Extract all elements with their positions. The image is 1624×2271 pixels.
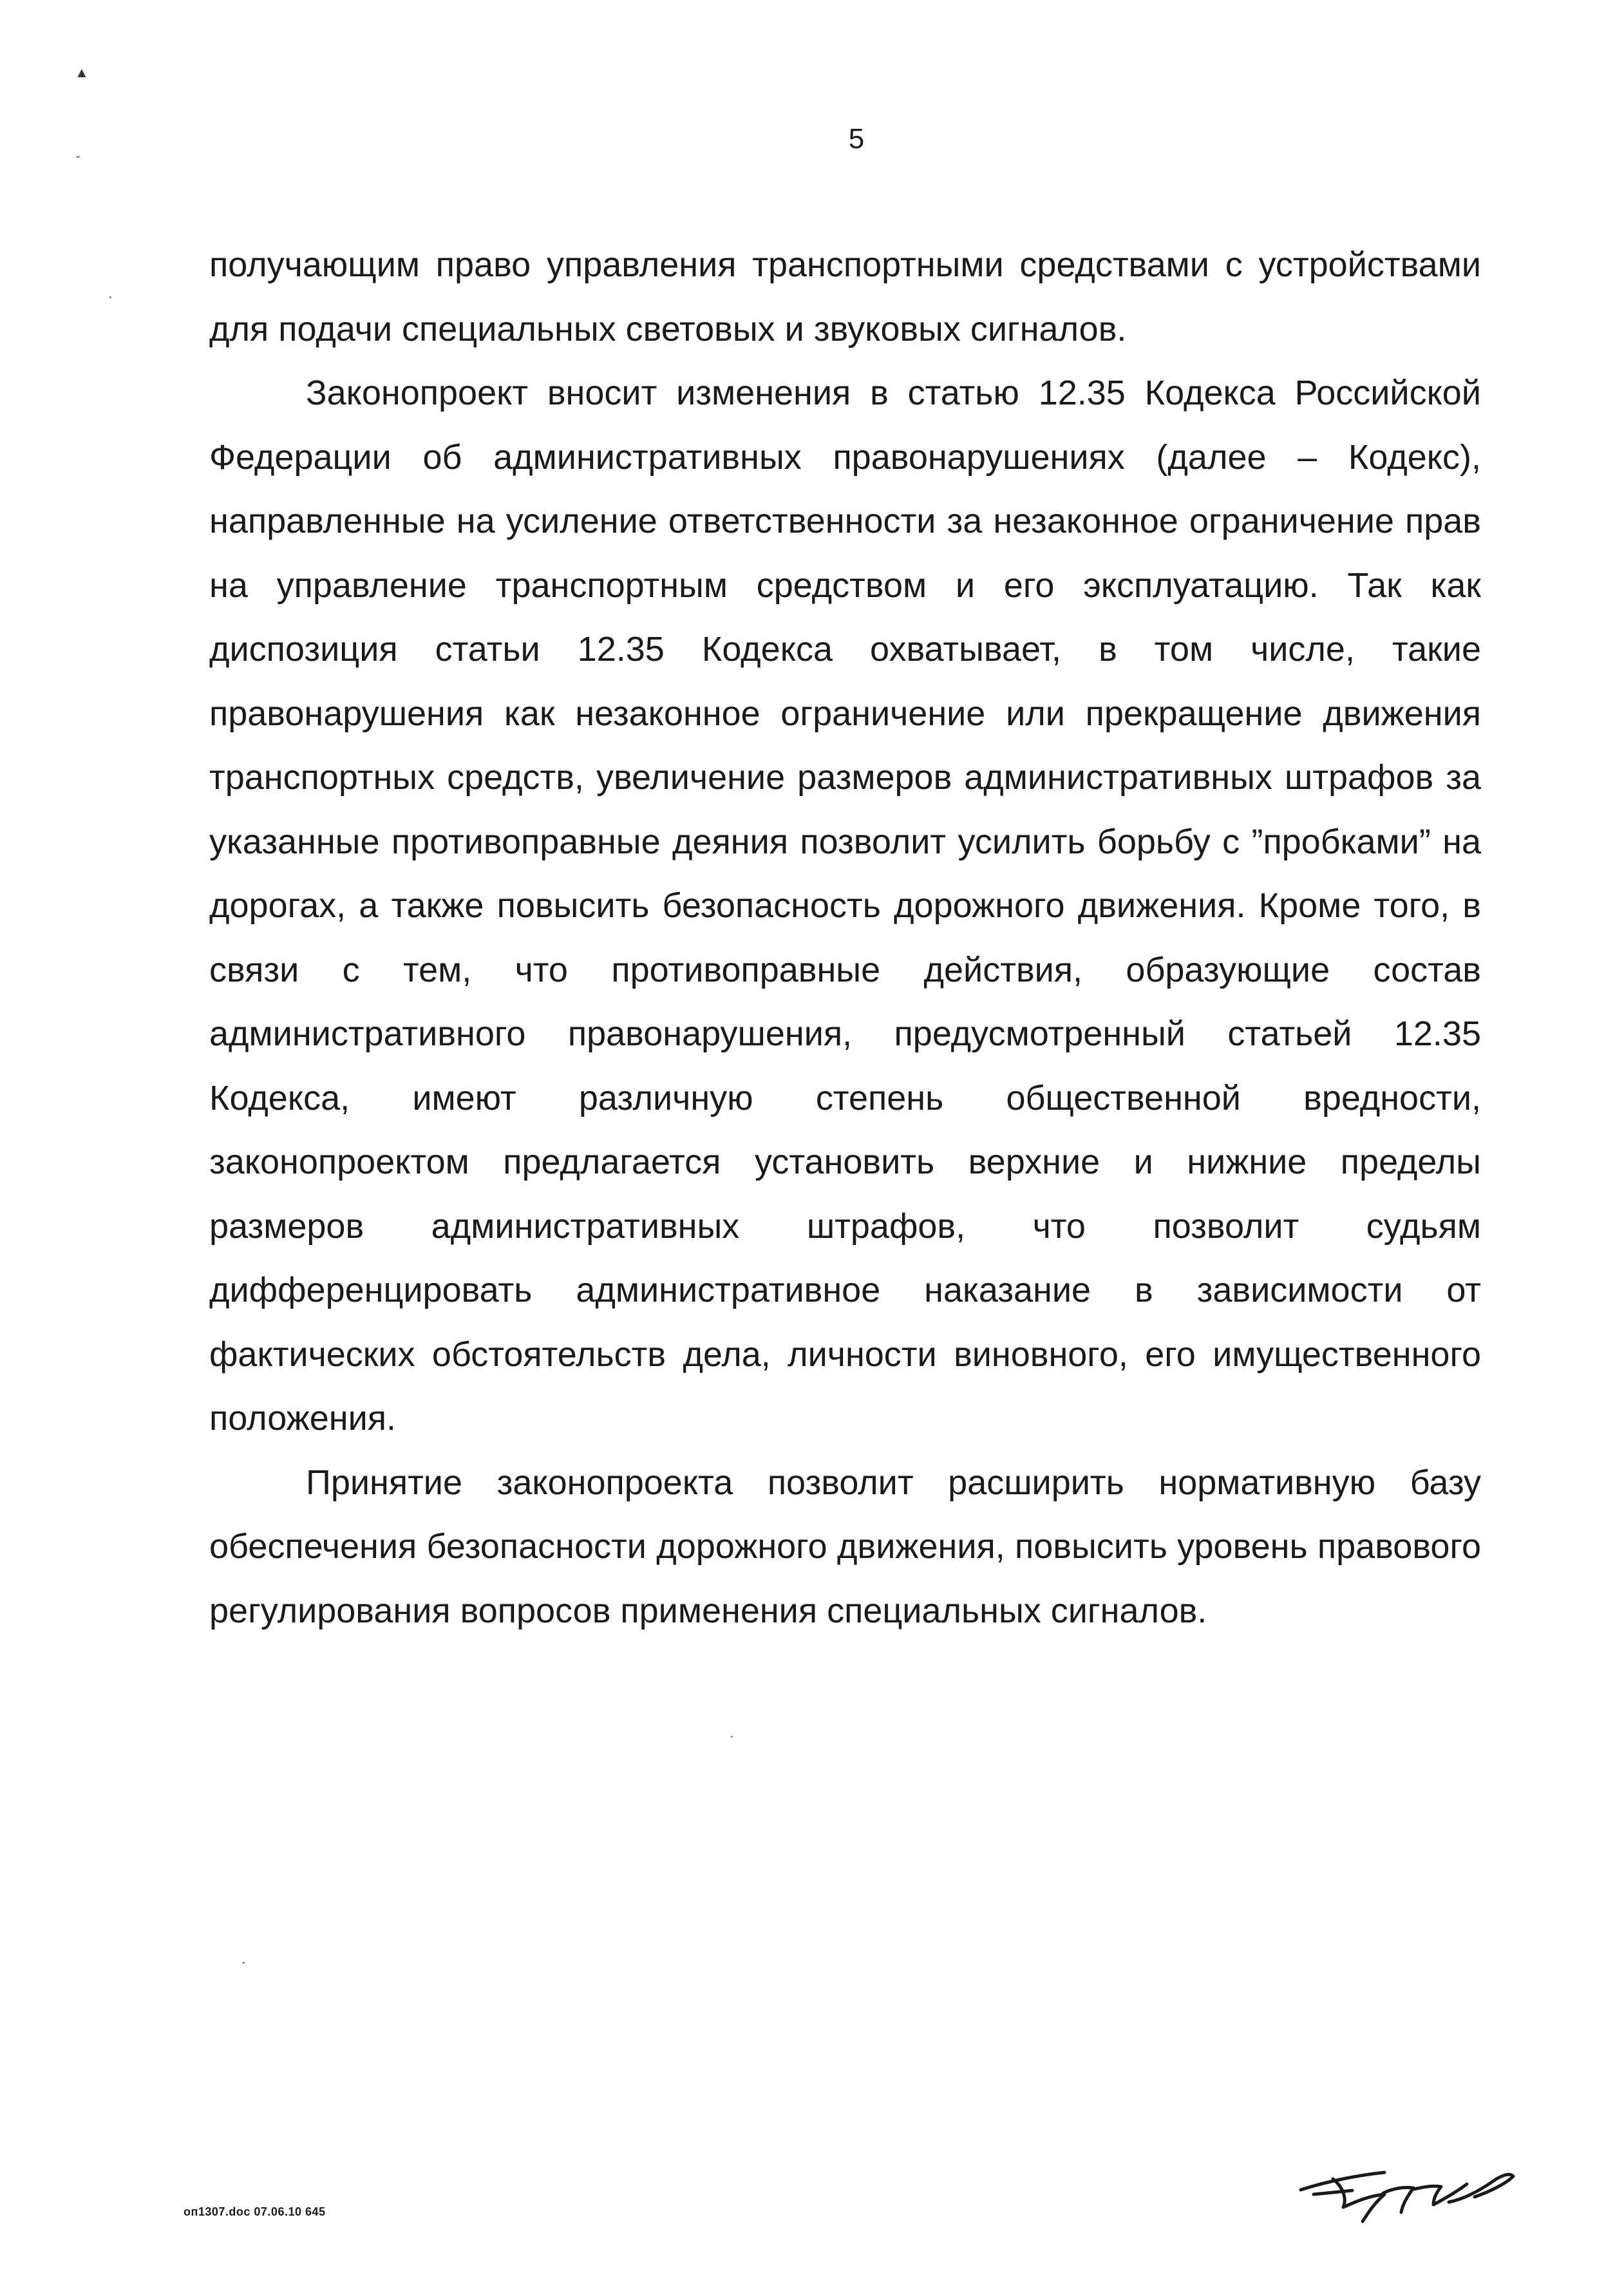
margin-mark-top: ▲ <box>75 64 89 81</box>
margin-mark-second: ˇ <box>76 155 80 167</box>
document-body <box>209 233 1481 1643</box>
paragraph-2: Законопроект вносит изменения в статью 12.35 Кодекса Российской Федерации об административных правонарушениях (далее – Кодекс), направленные на усиление ответственности за незаконное ограничение прав на управление транспортным средством и его эксплуатацию. Так как диспозиция статьи 12.35 Кодекса охватывает, в том числе, такие правонарушения как незаконное ограничение или прекращение движения транспортных средств, увеличение размеров административных штрафов за указанные противоправные деяния позволит усилить борьбу с ”пробками” на дорогах, а также повысить безопасность дорожного движения. Кроме того, в связи с тем, что противоправные действия, образующие состав административного правонарушения, предусмотренный статьей 12.35 Кодекса, имеют различную степень общественной вредности, законопроектом предлагается установить верхние и нижние пределы размеров административных штрафов, что позволит судьям дифференцировать административное наказание в зависимости от фактических обстоятельств дела, личности виновного, его имущественного положения. <box>209 374 1481 1438</box>
scan-speck <box>731 1736 733 1738</box>
paragraph-1: получающим право управления транспортными средствами с устройствами для подачи специальных световых и звуковых сигналов. <box>209 245 1481 348</box>
scan-speck <box>243 1962 245 1964</box>
file-code: оп1307.doc 07.06.10 645 <box>184 2205 326 2218</box>
handwritten-signature-icon <box>1288 2142 1520 2238</box>
scan-speck <box>109 296 111 298</box>
paragraph-3: Принятие законопроекта позволит расширить нормативную базу обеспечения безопасности дорожного движения, повысить уровень правового регулирования вопросов применения специальных сигналов. <box>209 1463 1481 1630</box>
page-number: 5 <box>848 123 865 155</box>
